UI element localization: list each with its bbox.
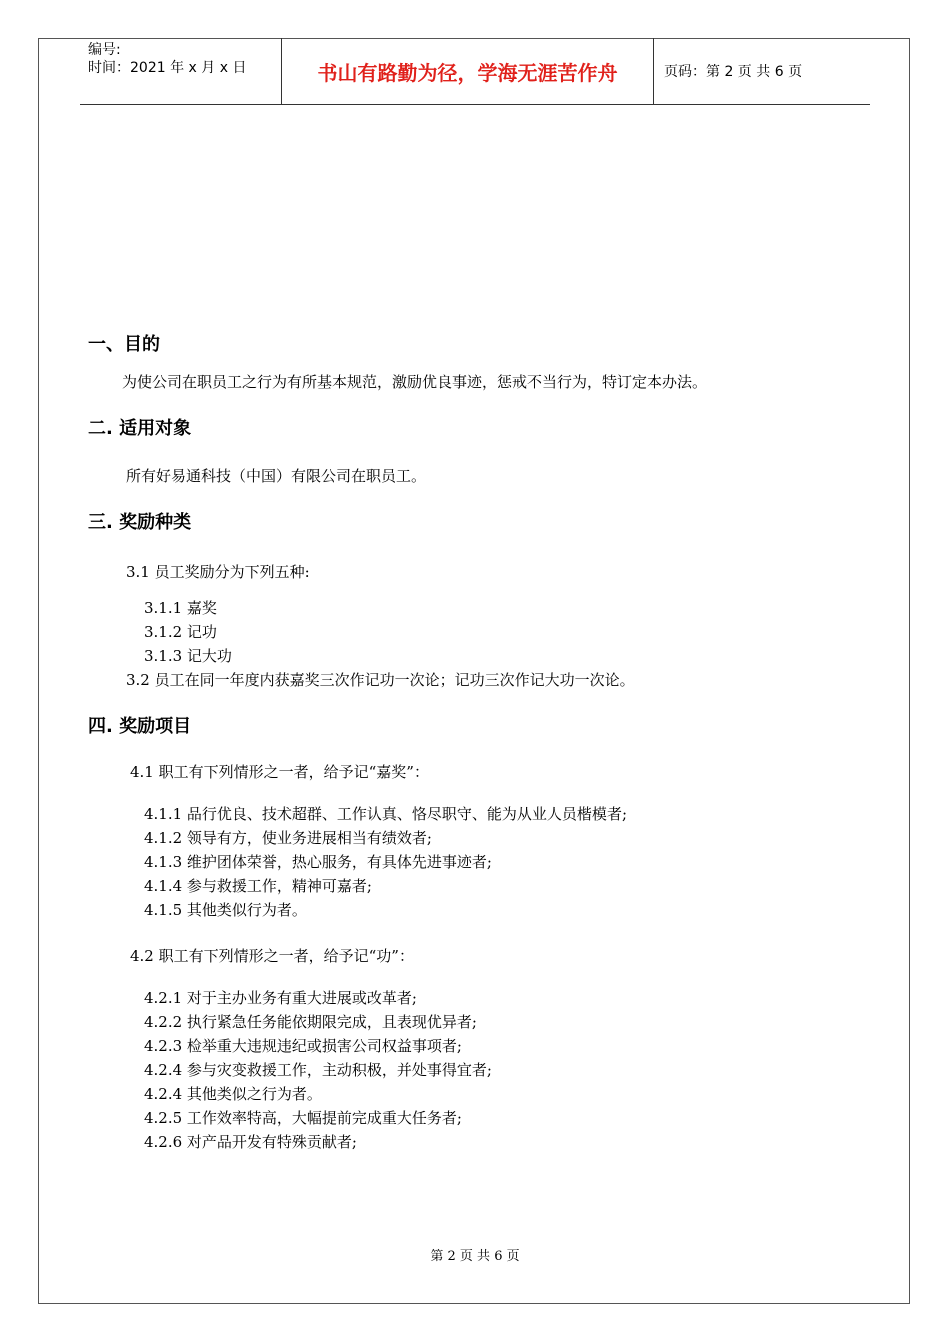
- reward-types-note: 3.2 员工在同一年度内获嘉奖三次作记功一次论；记功三次作记大功一次论。: [126, 671, 635, 689]
- reward-types-list: [88, 596, 878, 668]
- document-date: 时间：2021 年 x 月 x 日: [88, 60, 247, 76]
- list-item: 4.1.4 参与救援工作，精神可嘉者;: [144, 877, 372, 895]
- page-header: [80, 38, 870, 105]
- list-item: 4.1.2 领导有方，使业务进展相当有绩效者;: [144, 829, 432, 847]
- section-purpose-body: 为使公司在职员工之行为有所基本规范，激励优良事迹，惩戒不当行为，特订定本办法。: [122, 373, 708, 391]
- section-title-scope: 二. 适用对象: [88, 418, 192, 439]
- list-item: 4.2.1 对于主办业务有重大进展或改革者;: [144, 989, 417, 1007]
- section-title-reward-types: 三. 奖励种类: [88, 512, 192, 533]
- document-number-label: 编号:: [88, 42, 121, 58]
- reward-items-gong-list: [88, 986, 878, 1154]
- document-body: [88, 330, 878, 1154]
- list-item: 3.1.3 记大功: [144, 647, 232, 665]
- list-item: 4.1.3 维护团体荣誉，热心服务，有具体先进事迹者;: [144, 853, 492, 871]
- list-item: 4.2.4 参与灾变救援工作，主动积极，并处事得宜者;: [144, 1061, 492, 1079]
- reward-types-intro: 3.1 员工奖励分为下列五种:: [126, 563, 310, 581]
- section-title-reward-items: 四. 奖励项目: [88, 716, 192, 737]
- list-item: 4.2.2 执行紧急任务能依期限完成，且表现优异者;: [144, 1013, 477, 1031]
- header-motto: 书山有路勤为径，学海无涯苦作舟: [282, 38, 654, 104]
- list-item: 4.1.5 其他类似行为者。: [144, 901, 307, 919]
- list-item: 4.2.6 对产品开发有特殊贡献者;: [144, 1133, 357, 1151]
- list-item: 3.1.1 嘉奖: [144, 599, 217, 617]
- reward-items-jiajiang-list: [88, 802, 878, 922]
- list-item: 4.2.5 工作效率特高，大幅提前完成重大任务者;: [144, 1109, 462, 1127]
- reward-items-jiajiang-intro: 4.1 职工有下列情形之一者，给予记“嘉奖”：: [130, 763, 429, 781]
- header-meta: [80, 38, 282, 104]
- list-item: 3.1.2 记功: [144, 623, 217, 641]
- section-scope-body: 所有好易通科技（中国）有限公司在职员工。: [126, 467, 427, 485]
- header-page-info: 页码：第 2 页 共 6 页: [664, 64, 803, 80]
- list-item: 4.1.1 品行优良、技术超群、工作认真、恪尽职守、能为从业人员楷模者;: [144, 805, 627, 823]
- section-title-purpose: 一、目的: [88, 334, 160, 355]
- list-item: 4.2.4 其他类似之行为者。: [144, 1085, 322, 1103]
- reward-items-gong-intro: 4.2 职工有下列情形之一者，给予记“功”：: [130, 947, 414, 965]
- list-item: 4.2.3 检举重大违规违纪或损害公司权益事项者;: [144, 1037, 462, 1055]
- page-footer: 第 2 页 共 6 页: [430, 1249, 520, 1264]
